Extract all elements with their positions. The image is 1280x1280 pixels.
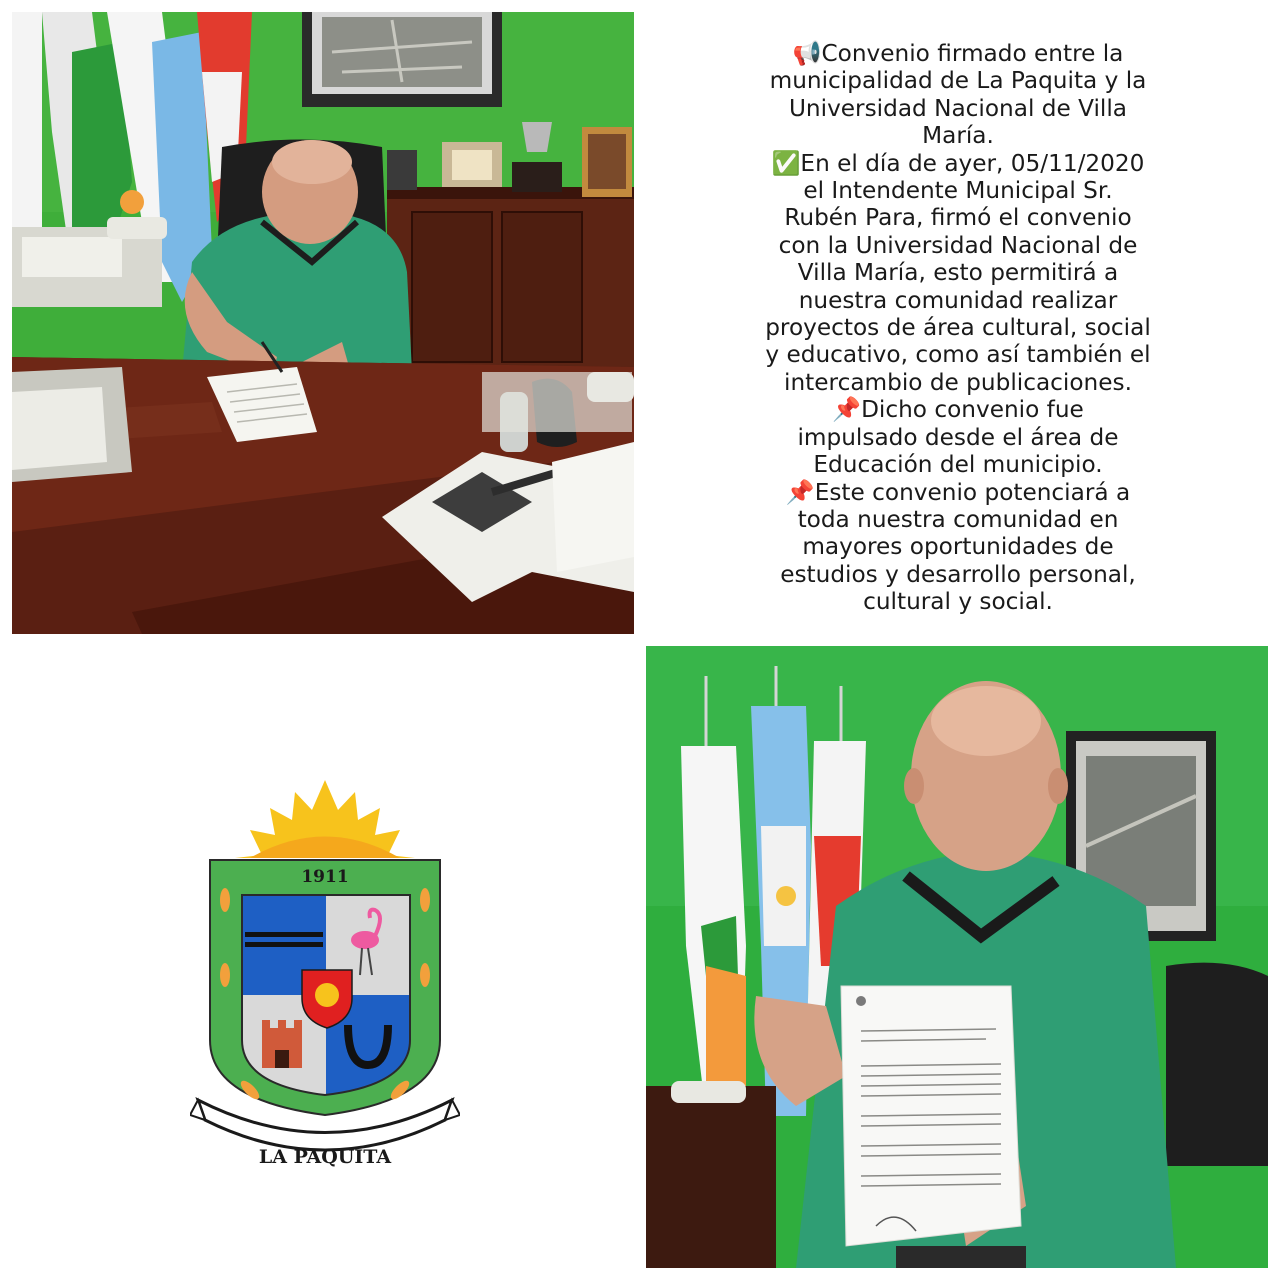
caption-line-text: proyectos de área cultural, social bbox=[765, 314, 1151, 342]
sun-icon bbox=[315, 983, 339, 1007]
caption-line-text: nuestra comunidad realizar bbox=[798, 286, 1118, 314]
megaphone-icon: 📢 bbox=[792, 40, 822, 67]
caption-line bbox=[650, 396, 1266, 423]
caption-line bbox=[650, 204, 1266, 231]
photo-signing-at-desk bbox=[12, 12, 634, 634]
photo-holding-agreement bbox=[646, 646, 1268, 1268]
caption-line bbox=[650, 95, 1266, 122]
logo-year: 1911 bbox=[301, 867, 349, 887]
tower-icon bbox=[262, 1020, 302, 1068]
caption-line-text: Convenio firmado entre la bbox=[821, 40, 1124, 67]
caption-line-text: mayores oportunidades de bbox=[802, 533, 1114, 561]
caption-line bbox=[650, 150, 1266, 177]
caption-line-text: el Intendente Municipal Sr. bbox=[803, 177, 1113, 205]
caption-line bbox=[650, 259, 1266, 286]
post-caption bbox=[650, 40, 1266, 630]
caption-line-text: Universidad Nacional de Villa bbox=[788, 94, 1128, 122]
caption-line bbox=[650, 424, 1266, 451]
caption-line-text: María. bbox=[922, 122, 994, 150]
caption-line bbox=[650, 341, 1266, 368]
caption-line-text: municipalidad de La Paquita y la bbox=[769, 67, 1147, 95]
check-mark-icon: ✅ bbox=[771, 149, 801, 177]
caption-line bbox=[650, 67, 1266, 94]
caption-line bbox=[650, 232, 1266, 259]
caption-line bbox=[650, 479, 1266, 506]
pushpin-icon: 📌 bbox=[785, 478, 815, 506]
caption-line-text: y educativo, como así también el bbox=[765, 341, 1151, 369]
pushpin-icon: 📌 bbox=[832, 396, 862, 424]
caption-line-text: Este convenio potenciará a bbox=[814, 478, 1131, 506]
caption-line bbox=[650, 451, 1266, 478]
la-paquita-coat-of-arms bbox=[190, 770, 460, 1190]
caption-line-text: toda nuestra comunidad en bbox=[797, 505, 1119, 533]
caption-line-text: con la Universidad Nacional de bbox=[778, 231, 1138, 259]
caption-line-text: impulsado desde el área de bbox=[797, 423, 1119, 451]
caption-line bbox=[650, 287, 1266, 314]
caption-line bbox=[650, 588, 1266, 615]
caption-line bbox=[650, 314, 1266, 341]
caption-line-text: cultural y social. bbox=[863, 588, 1053, 616]
caption-line bbox=[650, 122, 1266, 149]
caption-line bbox=[650, 506, 1266, 533]
logo-banner-text: LA PAQUITA bbox=[258, 1146, 392, 1168]
caption-line-text: En el día de ayer, 05/11/2020 bbox=[800, 149, 1145, 177]
caption-line-text: Rubén Para, firmó el convenio bbox=[784, 204, 1132, 232]
caption-line-text: Educación del municipio. bbox=[813, 451, 1103, 479]
caption-line-text: Dicho convenio fue bbox=[861, 396, 1084, 424]
caption-line bbox=[650, 561, 1266, 588]
caption-line-text: intercambio de publicaciones. bbox=[784, 368, 1132, 396]
caption-line-text: Villa María, esto permitirá a bbox=[797, 259, 1119, 287]
caption-line bbox=[650, 40, 1266, 67]
caption-line bbox=[650, 177, 1266, 204]
caption-line bbox=[650, 533, 1266, 560]
sun-rays-icon bbox=[235, 780, 415, 858]
caption-line bbox=[650, 369, 1266, 396]
caption-line-text: estudios y desarrollo personal, bbox=[780, 560, 1136, 588]
